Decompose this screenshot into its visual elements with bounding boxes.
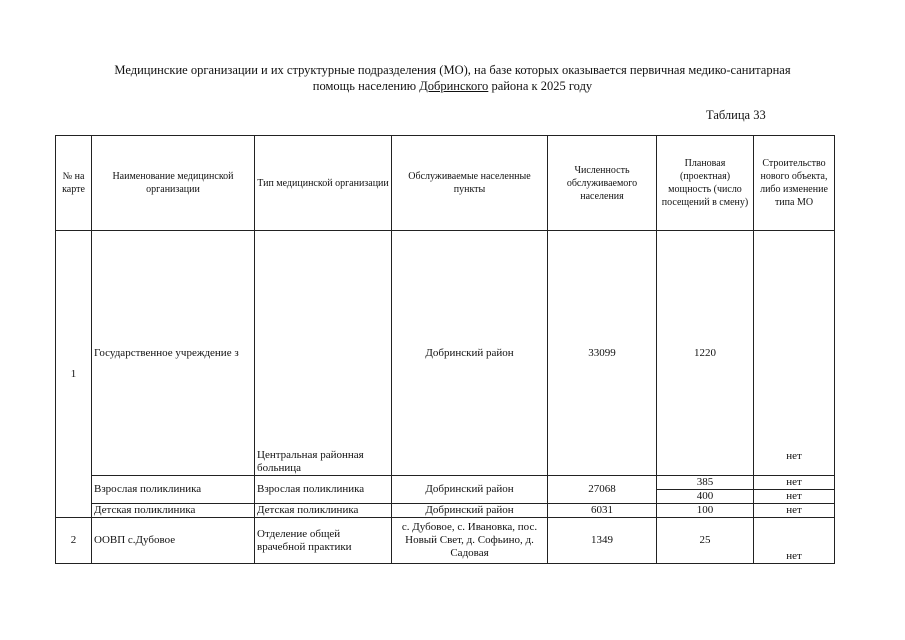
cell-organization-type: Детская поликлиника [255,504,392,518]
title-line-2-end: района к 2025 году [488,79,593,93]
title-line-2-start: помощь населению [312,79,420,93]
cell-capacity: 385 [657,476,754,490]
cell-organization-name: Взрослая поликлиника [92,476,255,504]
header-construction: Строительство нового объекта, либо изменение типа МО [754,136,835,231]
header-population: Численность обслуживаемого населения [548,136,657,231]
title-line-2 [60,78,845,94]
cell-construction: нет [754,518,835,564]
cell-construction: нет [754,490,835,504]
cell-map-number: 1 [56,231,92,518]
cell-organization-type: Центральная районная больница [255,231,392,476]
cell-capacity: 1220 [657,231,754,476]
cell-organization-name: ООВП с.Дубовое [92,518,255,564]
header-map-number: № на карте [56,136,92,231]
cell-served-settlements: с. Дубовое, с. Ивановка, пос. Новый Свет, д. Софьино, д. Садовая [392,518,548,564]
cell-population: 1349 [548,518,657,564]
table-row [56,231,835,476]
cell-organization-type: Отделение общей врачебной практики [255,518,392,564]
cell-organization-name: Государственное учреждение з [92,231,255,476]
cell-organization-name: Детская поликлиника [92,504,255,518]
cell-map-number: 2 [56,518,92,564]
document-title [60,62,845,94]
table-row [56,504,835,518]
cell-construction: нет [754,231,835,476]
header-served-settlements: Обслуживаемые населенные пункты [392,136,548,231]
cell-population: 27068 [548,476,657,504]
cell-served-settlements: Добринский район [392,504,548,518]
table-row [56,476,835,490]
cell-construction: нет [754,504,835,518]
table-number: Таблица 33 [706,108,766,122]
district-name: Добринского [419,79,489,93]
table-header-row [56,136,835,231]
cell-capacity: 100 [657,504,754,518]
cell-population: 33099 [548,231,657,476]
cell-capacity: 25 [657,518,754,564]
cell-organization-type: Взрослая поликлиника [255,476,392,504]
header-organization-type: Тип медицинской организации [255,136,392,231]
title-line-1: Медицинские организации и их структурные подразделения (МО), на базе которых оказывается первичная медико-санитарная [114,63,791,77]
header-capacity: Плановая (проектная) мощность (число посещений в смену) [657,136,754,231]
medical-organizations-table [55,135,835,564]
cell-served-settlements: Добринский район [392,231,548,476]
cell-served-settlements: Добринский район [392,476,548,504]
cell-capacity: 400 [657,490,754,504]
table-row [56,518,835,564]
cell-construction: нет [754,476,835,490]
cell-population: 6031 [548,504,657,518]
header-organization-name: Наименование медицинской организации [92,136,255,231]
